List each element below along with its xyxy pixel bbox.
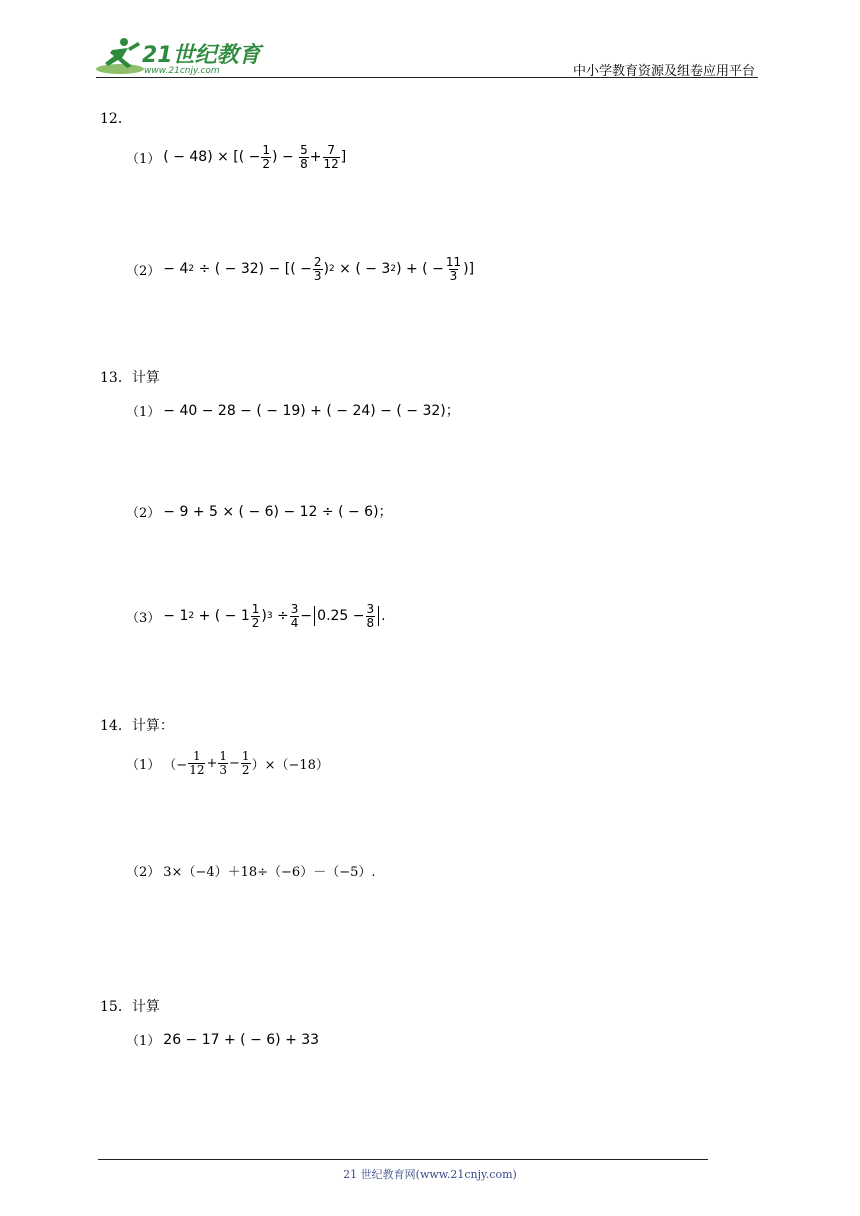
expr-text: )	[261, 608, 267, 625]
absolute-value-bar-right	[378, 606, 379, 626]
logo-url: www.21cnjy.com	[144, 66, 220, 76]
header-divider	[96, 77, 758, 78]
fraction	[290, 603, 300, 629]
absolute-value-bar-left	[314, 606, 315, 626]
part-label: （1）	[126, 151, 161, 167]
fraction	[323, 144, 340, 170]
fraction	[445, 256, 462, 282]
expr-text: )]	[463, 261, 475, 278]
footer-text: 21 世纪教育网(www.21cnjy.com)	[343, 1168, 517, 1181]
part-label: （3）	[126, 610, 161, 626]
fraction	[313, 256, 323, 282]
logo-text: 21世纪教育	[142, 43, 261, 68]
numerator: 3	[366, 602, 375, 616]
footer-divider	[98, 1159, 708, 1160]
expr-text: × ( − 3	[339, 261, 391, 278]
denominator: 2	[241, 762, 250, 777]
expr-text: ）×（−18）	[251, 757, 329, 773]
question-15-number: 15．计算	[100, 999, 160, 1015]
expr-text: 0.25 −	[317, 608, 365, 625]
part-label: （1）	[126, 1034, 161, 1049]
expr-text: .	[381, 608, 386, 625]
question-12-part-1	[126, 144, 346, 170]
fraction	[366, 603, 376, 629]
expression: − 4 2 ÷ ( − 32) − [( − $\frac{2}{3}$ ) 2 × ( − 3 2 ) + ( − $\frac{11}{3}$ )]	[163, 255, 475, 283]
numerator: 1	[241, 749, 250, 763]
denominator: 3	[313, 268, 322, 283]
expr-text: ]	[340, 149, 347, 166]
expression	[163, 750, 329, 776]
question-15-part-1	[126, 1030, 319, 1049]
denominator: 2	[251, 615, 260, 630]
question-13-part-3	[126, 603, 386, 629]
expr-text: ) + ( −	[396, 261, 444, 278]
question-14-number: 14．计算：	[100, 718, 174, 734]
denominator: 3	[219, 762, 228, 777]
expr-text: − 1	[163, 608, 189, 625]
expression: − 40 − 28 − ( − 19) + ( − 24) − ( − 32)；	[163, 403, 460, 419]
fraction	[188, 750, 205, 776]
numerator: 11	[445, 255, 462, 269]
expr-text: + ( − 1	[198, 608, 250, 625]
expression: 26 − 17 + ( − 6) + 33	[163, 1031, 320, 1048]
question-13-part-1	[126, 400, 460, 420]
question-14-part-1	[126, 750, 329, 776]
denominator: 4	[290, 615, 299, 630]
expr-text: +	[309, 149, 322, 166]
denominator: 12	[189, 762, 205, 777]
numerator: 3	[290, 602, 299, 616]
question-12-number: 12．	[100, 111, 132, 127]
expr-text: −	[229, 755, 240, 771]
numerator: 1	[262, 143, 271, 157]
numerator: 1	[251, 602, 260, 616]
fraction	[261, 144, 271, 170]
expr-text: （−	[163, 757, 188, 773]
expr-text: ÷	[277, 608, 289, 625]
part-label: （1）	[126, 404, 161, 420]
denominator: 12	[323, 156, 339, 171]
numerator: 2	[313, 255, 322, 269]
numerator: 1	[219, 749, 228, 763]
part-label: （1）	[126, 757, 161, 773]
expr-text: ) −	[272, 149, 294, 166]
expression	[163, 144, 346, 170]
fraction	[218, 750, 228, 776]
expression: − 1 2 + ( − 1 $\frac{1}{2}$ ) 3 ÷ $\frac{3}{4}$ − 0.25 − $\frac{3}{8}$ .	[163, 602, 386, 630]
expression: − 9 + 5 × ( − 6) − 12 ÷ ( − 6)；	[163, 504, 393, 520]
fraction	[299, 144, 309, 170]
denominator: 8	[366, 615, 375, 630]
question-13-number: 13．计算	[100, 370, 160, 386]
numerator: 5	[300, 143, 308, 157]
fraction	[241, 750, 251, 776]
numerator: 7	[327, 143, 335, 157]
fraction	[251, 603, 261, 629]
logo-21cnjy	[94, 36, 264, 80]
part-label: （2）	[126, 865, 161, 880]
denominator: 8	[300, 156, 308, 171]
expr-text: −	[300, 608, 313, 625]
header-slogan: 中小学教育资源及组卷应用平台	[573, 64, 756, 79]
part-label: （2）	[126, 505, 161, 521]
expr-text: ÷ ( − 32) − [( −	[198, 261, 312, 278]
part-label: （2）	[126, 263, 161, 279]
question-13-part-2	[126, 501, 393, 521]
expr-text: − 4	[163, 261, 189, 278]
question-14-part-2	[126, 861, 376, 880]
numerator: 1	[193, 749, 201, 763]
denominator: 2	[262, 156, 271, 171]
expression: 3×（−4）＋18÷（−6）－（−5）.	[163, 865, 376, 880]
denominator: 3	[449, 268, 458, 283]
expr-text: )	[323, 261, 329, 278]
expr-text: +	[206, 755, 218, 771]
question-12-part-2	[126, 256, 474, 282]
expr-text: ( − 48) × [( −	[163, 149, 261, 166]
